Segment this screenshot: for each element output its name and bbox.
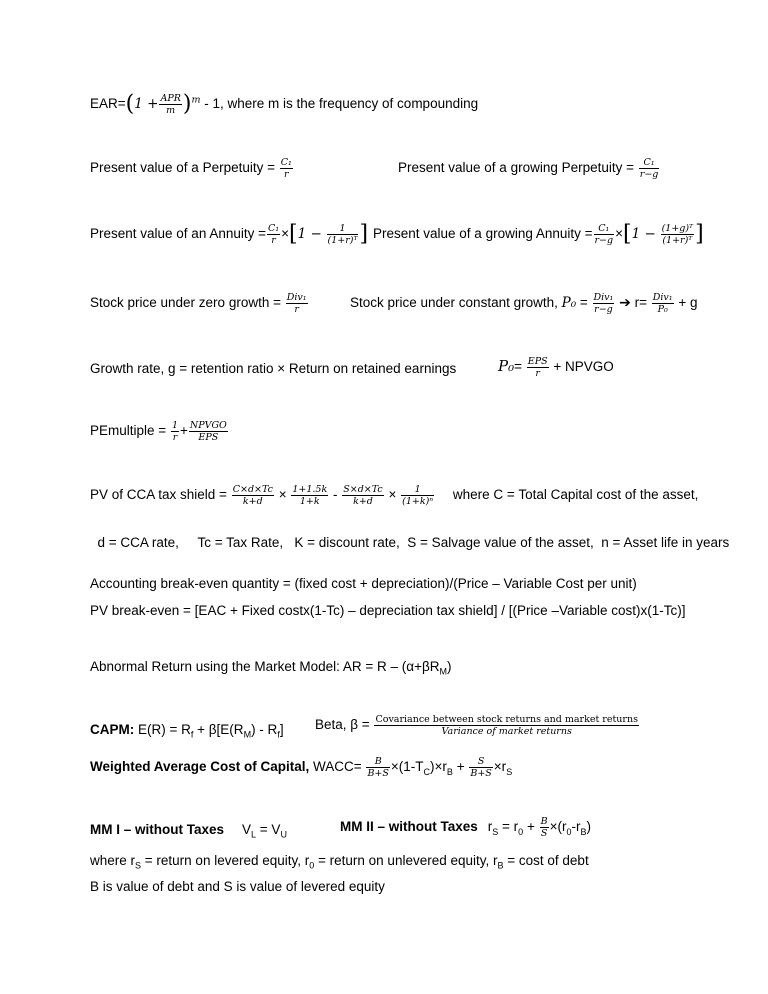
mm1-formula: [90, 822, 287, 840]
arrow-icon: ➔: [619, 294, 631, 311]
required-return-fraction: Div₁ P₀: [652, 292, 673, 315]
annuity-formula: [90, 223, 368, 246]
subscript: C: [423, 766, 431, 777]
eps-fraction: EPS r: [527, 356, 548, 379]
times: ×: [278, 487, 287, 503]
subscript: S: [135, 860, 142, 871]
mm2-formula: [340, 816, 591, 839]
subscript: L: [251, 829, 257, 840]
pv-breakeven: [90, 603, 685, 618]
p0-symbol: P₀: [561, 295, 577, 312]
growing-annuity-one-minus: 1 −: [631, 226, 656, 243]
wacc-heading: Weighted Average Cost of Capital,: [90, 759, 310, 775]
subscript: M: [243, 729, 252, 740]
bracket-close: ]: [695, 221, 704, 247]
p0-npvgo-formula: [498, 356, 614, 379]
growing-annuity-formula: [373, 223, 704, 246]
growing-perpetuity-label: Present value of a growing Perpetuity =: [398, 160, 635, 176]
beta-formula: [315, 714, 640, 737]
ear-exponent: m: [191, 94, 201, 106]
cca-where: where C = Total Capital cost of the asset,: [452, 487, 699, 503]
growth-rate-formula: [90, 361, 456, 376]
def-part: = return on unlevered equity, r: [314, 853, 498, 868]
zero-growth-fraction: Div₁ r: [286, 292, 307, 315]
times: ×: [388, 487, 397, 503]
pe-multiple-formula: [90, 420, 229, 443]
subscript: B: [497, 860, 504, 871]
accounting-breakeven-text: Accounting break-even quantity = (fixed cost + depreciation)/(Price – Variable Cost per unit): [90, 576, 637, 591]
growing-perpetuity-fraction: $\frac{\text{C₁}}{r-g}$: [639, 157, 659, 180]
capm-part: ]: [279, 722, 284, 737]
accounting-breakeven: [90, 576, 637, 591]
cca-fraction-1: $\frac{C\times d\times Tc}{k+d}$: [232, 484, 273, 507]
bs-definitions: [90, 879, 385, 894]
perpetuity-label: Present value of a Perpetuity =: [90, 160, 275, 176]
mm2-part: ×(r: [549, 819, 567, 835]
growing-annuity-inner-fraction: $\frac{\text{(1+g)ᵀ}}{\text{(1+r)ᵀ}}$: [661, 223, 694, 246]
annuity-one-minus: 1 −: [297, 226, 322, 243]
mm-definitions: [90, 853, 589, 871]
constant-growth-formula: [350, 292, 698, 315]
constant-growth-fraction: Div₁ r−g: [593, 292, 614, 315]
constant-growth-label: Stock price under constant growth,: [350, 295, 558, 311]
beta-fraction: Covariance between stock returns and market returns Variance of market returns: [375, 714, 638, 737]
cca-label: PV of CCA tax shield =: [90, 487, 227, 503]
wacc-part: )×r: [430, 759, 447, 775]
subscript: B: [446, 766, 453, 777]
subscript: 0: [309, 860, 315, 871]
def-part: = cost of debt: [503, 853, 589, 868]
plus-g: + g: [678, 295, 698, 311]
bracket-open: [: [623, 221, 632, 247]
subscript: 0: [518, 826, 524, 837]
annuity-label: Present value of an Annuity =: [90, 226, 266, 242]
mm2-fraction: $\frac{B}{S}$: [540, 816, 548, 839]
abnormal-return: [90, 659, 451, 677]
ear-formula: [90, 93, 478, 116]
mm1-heading: MM I – without Taxes: [90, 822, 225, 837]
beta-label: Beta, β =: [315, 717, 370, 733]
wacc-part: ×(1-T: [390, 759, 424, 775]
def-part: = return on levered equity, r: [141, 853, 310, 868]
capm-part: ) - R: [251, 722, 278, 737]
bracket-open: [: [288, 221, 298, 247]
subscript: S: [506, 766, 513, 777]
subscript: 0: [566, 826, 572, 837]
plus: +: [179, 423, 188, 439]
paren-open: (: [125, 91, 135, 117]
growing-annuity-label: Present value of a growing Annuity =: [373, 226, 593, 242]
equals: =: [576, 295, 588, 311]
close-paren: ): [446, 659, 452, 674]
bs-definitions-text: B is value of debt and S is value of levered equity: [90, 879, 385, 894]
mm2-part: ): [586, 819, 591, 835]
perpetuity-formula: [90, 157, 294, 180]
mm1-part: V: [242, 822, 252, 837]
wacc-equity-fraction: $\frac{S}{B+S}$: [470, 756, 492, 779]
subscript: S: [492, 826, 499, 837]
capm-formula: [90, 722, 284, 740]
subscript: f: [190, 729, 194, 740]
growing-perpetuity-formula: [398, 157, 660, 180]
wacc-part: ×r: [493, 759, 507, 775]
subscript: U: [280, 829, 287, 840]
annuity-fraction: $\frac{\text{C₁}}{r}$: [268, 223, 280, 246]
equals: =: [514, 359, 522, 375]
plus: +: [452, 759, 465, 775]
r-equals: r=: [630, 295, 648, 311]
growing-annuity-fraction: $\frac{\text{C₁}}{r-g}$: [594, 223, 614, 246]
wacc-debt-fraction: $\frac{B}{B+S}$: [367, 756, 389, 779]
cca-formula: [90, 484, 698, 507]
pe-fraction-1: $\frac{1}{r}$: [171, 420, 178, 443]
ear-description: - 1, where m is the frequency of compounding: [200, 96, 479, 112]
plus: +: [523, 819, 535, 835]
pe-fraction-2: NPVGO EPS: [189, 420, 227, 443]
cca-definitions: [90, 520, 729, 550]
ear-one-plus: 1 +: [134, 96, 159, 113]
paren-close: ): [182, 91, 192, 117]
capm-part: + β[E(R: [193, 722, 244, 737]
subscript: M: [439, 666, 447, 677]
cca-fraction-4: $\frac{1}{\text{(1+k)ⁿ}}$: [402, 484, 434, 507]
capm-part: E(R) = R: [134, 722, 191, 737]
ear-fraction: APR m: [160, 93, 181, 116]
capm-heading: CAPM:: [90, 722, 135, 737]
zero-growth-formula: [90, 292, 309, 315]
bracket-close: ]: [359, 221, 369, 247]
cca-fraction-2: $\frac{1+1.5k}{1+k}$: [292, 484, 328, 507]
cca-definitions-text: d = CCA rate, Tc = Tax Rate, K = discount rate, S = Salvage value of the asset, n = Asset life in years: [97, 535, 730, 550]
cca-fraction-3: $\frac{S\times d\times Tc}{k+d}$: [343, 484, 383, 507]
mm1-part: = V: [256, 822, 281, 837]
pe-multiple-label: PEmultiple =: [90, 423, 167, 439]
ear-label: EAR=: [90, 96, 126, 112]
mm2-part: -r: [571, 819, 581, 835]
subscript: B: [580, 826, 587, 837]
abnormal-return-text: Abnormal Return using the Market Model: AR = R – (α+βR: [90, 659, 440, 674]
annuity-times: ×: [281, 226, 289, 242]
p0-symbol: P₀: [498, 357, 515, 376]
wacc-formula: [90, 756, 512, 779]
zero-growth-label: Stock price under zero growth =: [90, 295, 281, 311]
pv-breakeven-text: PV break-even = [EAC + Fixed costx(1-Tc) – depreciation tax shield] / [(Price –Variable cost)x(1-Tc)]: [90, 603, 686, 618]
mm2-heading: MM II – without Taxes: [340, 819, 478, 835]
npvgo-term: + NPVGO: [553, 359, 614, 375]
annuity-inner-fraction: $\frac{1}{\text{(1+r)ᵀ}}$: [327, 223, 358, 246]
growth-rate-text: Growth rate, g = retention ratio × Return on retained earnings: [90, 361, 457, 376]
perpetuity-fraction: $\frac{\text{C₁}}{r}$: [280, 157, 292, 180]
mm2-part: = r: [498, 819, 519, 835]
minus: -: [332, 487, 338, 503]
def-part: where r: [90, 853, 136, 868]
mm2-part: r: [487, 819, 493, 835]
growing-annuity-times: ×: [615, 226, 623, 242]
subscript: f: [277, 729, 280, 740]
wacc-label: WACC=: [309, 759, 362, 775]
